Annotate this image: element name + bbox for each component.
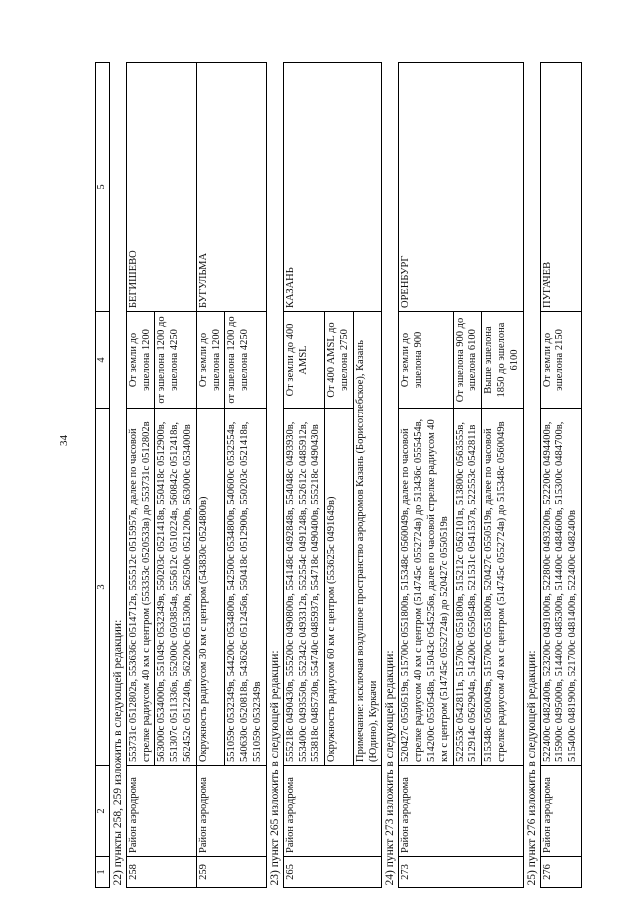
area-type: Район аэродрома [399, 766, 523, 857]
section-heading: 25) пункт 276 изложить в следующей редакции: [523, 63, 540, 888]
area-type: Район аэродрома [196, 766, 266, 857]
note-text: Примечание: исключая воздушное пространство аэродромов Казань (Борисоглебское), Казань (Юдино), Куркачи [353, 312, 382, 766]
row-number: 265 [283, 857, 382, 888]
coordinates: 553731с 0512802в, 553636с 0514712в, 555512с 0515957в, далее по часовой стрелке радиусом 40 км с центром (553353с 0520533в) до 553731с 0512802в [126, 409, 155, 766]
section-heading-row [382, 63, 399, 888]
aerodrome-name: ПУГАЧЕВ [540, 63, 581, 312]
section-heading: 22) пункты 258, 259 изложить в следующей редакции: [109, 63, 126, 888]
row-number: 258 [126, 857, 196, 888]
table-row [540, 63, 581, 888]
table-row [283, 63, 324, 888]
altitude-range: От земли до эшелона 900 [399, 312, 453, 409]
altitude-range: От 400 AMSL до эшелона 2750 [325, 312, 354, 409]
section-heading: 24) пункт 273 изложить в следующей редакции: [382, 63, 399, 888]
section-heading-row [523, 63, 540, 888]
row-number: 276 [540, 857, 581, 888]
coordinates: 522400с 0482400в, 523200с 0491000в, 522800с 0493200в, 522200с 0494400в, 515900с 0495000в, 514400с 0485300в, 514400с 0484600в, 515300с 0484700в, 515400с 0481900в, 521700с 0481400в, 522400с 0482400в [540, 409, 581, 766]
aerodrome-name: БУГУЛЬМА [196, 63, 266, 312]
area-type: Район аэродрома [283, 766, 382, 857]
column-header-3: 3 [96, 409, 110, 766]
row-number: 273 [399, 857, 523, 888]
aerodrome-name: КАЗАНЬ [283, 63, 382, 312]
coordinates: 551059с 0532349в, 544200с 0534800в, 542500с 0534800в, 540600с 0532554в, 540630с 0520818в, 543626с 0512456в, 550418с 0512900в, 550203с 0521418в, 551059с 0532349в [225, 409, 266, 766]
altitude-range: Выше эшелона 1850 до эшелона 6100 [482, 312, 523, 409]
coordinates: 515348с 0560049в, 515700с 0551800в, 520427с 0550519в, далее по часовой стрелке радиусом 40 км с центром (514745с 0552724в) до 515348с 0560049в [482, 409, 523, 766]
column-header-1: 1 [96, 857, 110, 888]
altitude-range: от эшелона 1200 до эшелона 4250 [155, 312, 196, 409]
aerodrome-name: БЕГИШЕВО [126, 63, 196, 312]
table-row [399, 63, 453, 888]
coordinates: 522553с 0542811в, 515700с 0551800в, 515212с 0562101в, 513800с 0563555в, 512914с 0562904в, 514200с 0550548в, 521531с 0541537в, 522553с 0542811в [453, 409, 482, 766]
section-heading-row [109, 63, 126, 888]
table-row [196, 63, 225, 888]
coordinates: 563000с 0534000в, 551049с 0532349в, 550203с 0521418в, 550418с 0512900в, 551307с 0511336в, 552000с 0503854в, 555612с 0510224в, 560842с 0512418в, 562452с 0512240в, 562200с 0515300в, 562500с 0521200в, 563000с 0534000в [155, 409, 196, 766]
section-heading-row [266, 63, 283, 888]
altitude-range: От земли до эшелона 1200 [126, 312, 155, 409]
page-number: 34 [58, 435, 70, 446]
coordinates: Окружность радиусом 60 км с центром (553625с 0491649в) [325, 409, 354, 766]
rotated-table-sheet [95, 88, 615, 888]
altitude-range: От эшелона 900 до эшелона 6100 [453, 312, 482, 409]
aerodrome-name: ОРЕНБУРГ [399, 63, 523, 312]
altitude-range: от эшелона 1200 до эшелона 4250 [225, 312, 266, 409]
section-heading: 23) пункт 265 изложить в следующей редакции: [266, 63, 283, 888]
airspace-table [95, 62, 582, 888]
coordinates: 555218с 0490430в, 555200с 0490800в, 554148с 0492848в, 554048с 0493930в, 553400с 0493550в, 552342с 0493312в, 552554с 0491248в, 552612с 0485912в, 553818с 0485730в, 554740с 0485937в, 554718с 0490400в, 555218с 0490430в [283, 409, 324, 766]
area-type: Район аэродрома [540, 766, 581, 857]
table-row [126, 63, 155, 888]
altitude-range: От земли до эшелона 2150 [540, 312, 581, 409]
column-header-5: 5 [96, 63, 110, 312]
column-header-4: 4 [96, 312, 110, 409]
header-row [96, 63, 110, 888]
coordinates: Окружность радиусом 30 км с центром (543830с 0524800в) [196, 409, 225, 766]
row-number: 259 [196, 857, 266, 888]
area-type: Район аэродрома [126, 766, 196, 857]
coordinates: 520427с 0550519в, 515700с 0551800в, 515348с 0560049в, далее по часовой стрелке радиусом 40 км с центром (514745с 0552724в) до 513436с 0555454в, 514200с 0550548в, 515043с 0545256в, далее по часовой стрелке радиусом 40 км с центром (514745с 0552724в) до 520427с 0550519в [399, 409, 453, 766]
altitude-range: От земли до 400 AMSL [283, 312, 324, 409]
altitude-range: От земли до эшелона 1200 [196, 312, 225, 409]
column-header-2: 2 [96, 766, 110, 857]
